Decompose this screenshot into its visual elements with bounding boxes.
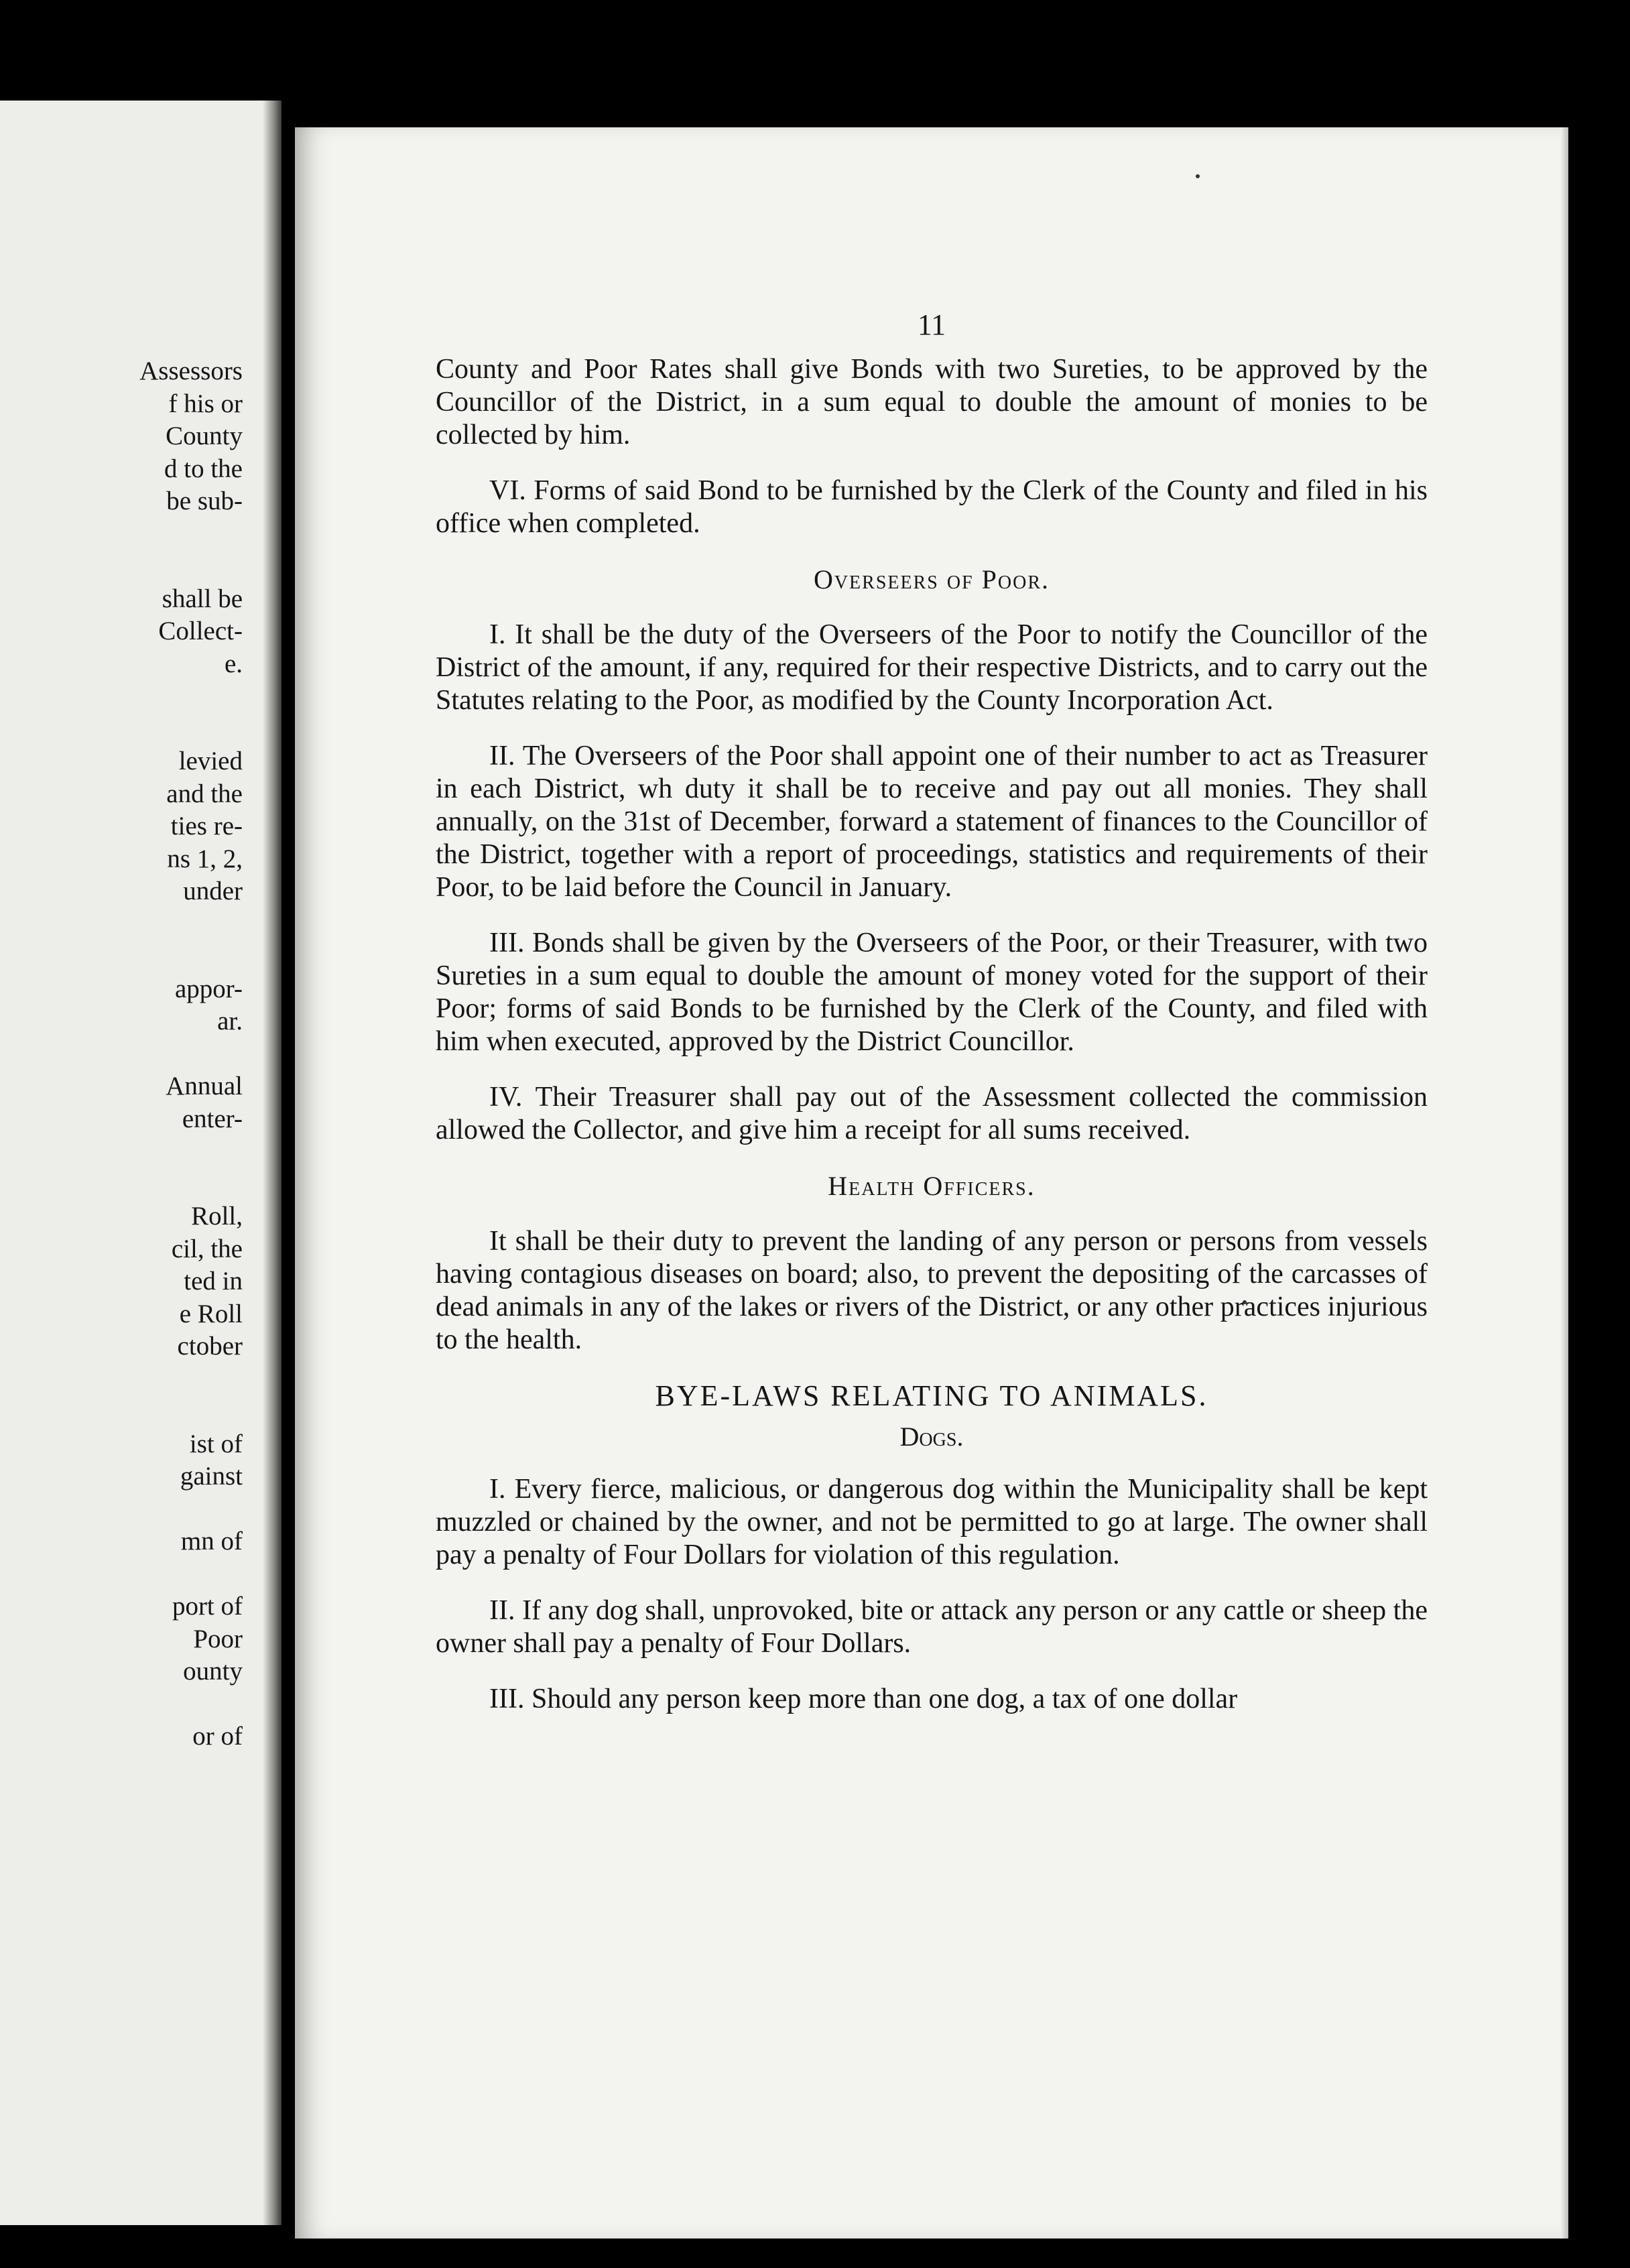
left-page-line: port of (172, 1592, 243, 1621)
left-page-line: ctober (177, 1332, 243, 1361)
left-page-line: enter- (182, 1104, 243, 1133)
left-page-line: Poor (193, 1624, 243, 1653)
left-page-line: d to the (164, 454, 243, 483)
left-page-line: or of (192, 1722, 243, 1751)
left-page-line: ties re- (170, 812, 243, 840)
left-page-line: ounty (183, 1657, 243, 1686)
left-page-line: Assessors (139, 357, 243, 385)
right-page (295, 127, 1568, 2239)
page-spine (263, 101, 281, 2225)
page-edge (1560, 127, 1568, 2239)
left-page-line: e Roll (179, 1299, 243, 1328)
left-page-line: ist of (189, 1429, 243, 1458)
health-paragraph: It shall be their duty to prevent the landing of any person or persons from vessels having contagious diseases on board; also, to prevent the depositing of the carcasses of dead animals in any of the lakes or rivers of the District, or any other practices injurious to the health. (436, 1226, 1428, 1355)
left-page-line: gainst (180, 1462, 243, 1491)
dogs-paragraph: III. Should any person keep more than one dog, a tax of one dollar (489, 1684, 1238, 1714)
dogs-paragraph: II. If any dog shall, unprovoked, bite or attack any person or any cattle or sheep the owner shall pay a penalty of Four Dollars. (436, 1595, 1428, 1659)
left-page-line: Annual (166, 1072, 243, 1100)
left-page-line: ted in (184, 1267, 243, 1296)
left-page-line: ns 1, 2, (167, 844, 243, 873)
overseers-paragraph: III. Bonds shall be given by the Overseers of the Poor, or their Treasurer, with two Sureties in a sum equal to double the amount of money voted for the support of their Poor; forms of said Bonds to be furnished by the Clerk of the County, and filed with him when executed, approved by the District Councillor. (436, 928, 1428, 1057)
left-page-line: mn of (180, 1527, 243, 1556)
page-content (436, 308, 1428, 1739)
left-page (0, 101, 281, 2225)
left-page-line: under (183, 877, 243, 905)
left-page-line: Collect- (158, 617, 243, 645)
intro-paragraph: County and Poor Rates shall give Bonds with two Sureties, to be approved by the Councillor of the District, in a sum equal to double the amount of monies to be collected by him. (436, 354, 1428, 450)
left-page-line: Roll, (191, 1202, 243, 1231)
left-page-line: cil, the (171, 1234, 243, 1263)
overseers-paragraph: IV. Their Treasurer shall pay out of the Assessment collected the commission allowed the Collector, and give him a receipt for all sums received. (436, 1082, 1428, 1145)
overseers-heading: Overseers of Poor. (813, 564, 1050, 594)
dogs-heading: Dogs. (899, 1422, 964, 1452)
dogs-paragraph: I. Every fierce, malicious, or dangerous dog within the Municipality shall be kept muzzled or chained by the owner, and not be permitted to go at large. The owner shall pay a penalty of Four Dollars for violation of this regulation. (436, 1474, 1428, 1570)
left-page-line: f his or (168, 389, 243, 418)
left-page-line: ar. (217, 1007, 243, 1035)
left-page-line: levied (178, 747, 243, 775)
speck (1196, 174, 1200, 178)
left-page-line: be sub- (166, 487, 243, 515)
left-page-line: e. (224, 649, 243, 678)
section-vi-paragraph: VI. Forms of said Bond to be furnished by the Clerk of the County and filed in his office when completed. (436, 475, 1428, 539)
left-page-line: and the (166, 779, 243, 808)
left-page-line: shall be (162, 584, 243, 613)
health-officers-heading: Health Officers. (828, 1171, 1036, 1201)
page-number: 11 (917, 308, 946, 341)
overseers-paragraph: I. It shall be the duty of the Overseers of the Poor to notify the Councillor of the District of the amount, if any, required for their respective Districts, and to carry out the Statutes relating to the Poor, as modified by the County Incorporation Act. (436, 619, 1428, 716)
bye-laws-heading: BYE-LAWS RELATING TO ANIMALS. (655, 1379, 1208, 1412)
left-page-line: County (166, 422, 243, 450)
overseers-paragraph: II. The Overseers of the Poor shall appoint one of their number to act as Treasurer in each District, wh duty it shall be to receive and pay out all monies. They shall annually, on the 31st of December, forward a statement of finances to the Councillor of the District, together with a report of proceedings, statistics and requirements of their Poor, to be laid before the Council in January. (436, 741, 1428, 903)
left-page-line: appor- (174, 974, 243, 1003)
